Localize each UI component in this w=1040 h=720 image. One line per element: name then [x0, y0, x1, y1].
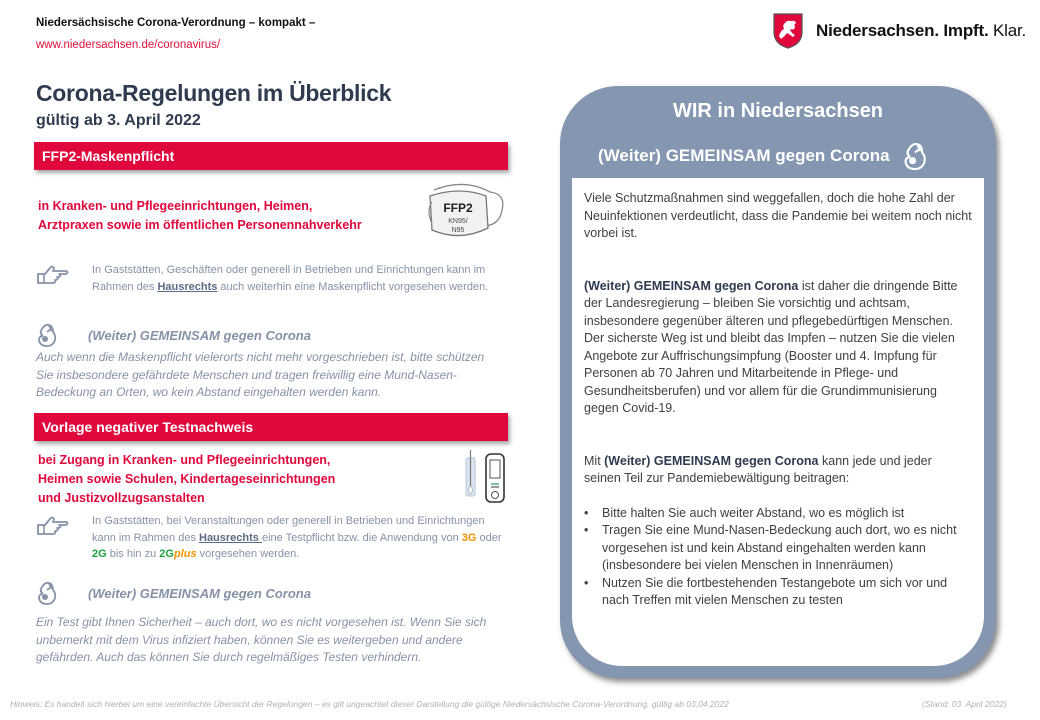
- note-text-part: bis hin zu: [106, 548, 160, 560]
- ffp2-requirement-line: Arztpraxen sowie im öffentlichen Personennahverkehr: [38, 218, 362, 232]
- panel-paragraph: [584, 278, 972, 331]
- together-heading-2: [36, 580, 311, 606]
- together-heading-1: [36, 322, 311, 348]
- rule-3g-label: 3G: [461, 531, 477, 544]
- ok-hand-icon: [902, 140, 928, 172]
- note-text-part: vorgesehen werden.: [196, 548, 300, 560]
- together-text-test: Ein Test gibt Ihnen Sicherheit – auch dort, wo es nicht vorgesehen ist. Wenn Sie sich unbemerkt mit dem Virus infiziert haben, können Sie es weitergeben und andere gefährden. Auch das können Sie durch regelmäßiges Testen verhindern.: [36, 615, 487, 664]
- footer-stand-date: (Stand: 03. April 2022): [922, 699, 1007, 709]
- ffp2-requirement-text: [38, 197, 362, 235]
- section-header-ffp2: FFP2-Maskenpflicht: [34, 142, 508, 170]
- recommendation-list: [584, 505, 972, 610]
- panel-emphasis: (Weiter) GEMEINSAM gegen Corona: [584, 278, 799, 293]
- niedersachsen-logo[interactable]: [772, 12, 1026, 50]
- document-heading: Niedersächsische Corona-Verordnung – kompakt –: [36, 17, 316, 29]
- footer-disclaimer: Hinweis: Es handelt sich hierbei um eine vereinfachte Übersicht der Regelungen – es gilt ungeachtet dieser Darstellung die gültige Niedersächsische Corona-Verordnung, gültig ab 03.04.2022: [10, 699, 729, 709]
- pointing-hand-icon: [36, 262, 72, 288]
- ok-hand-icon: [36, 580, 58, 606]
- panel-subtitle: [598, 140, 928, 172]
- pointing-hand-icon: [36, 513, 72, 539]
- page-title: Corona-Regelungen im Überblick: [36, 80, 392, 106]
- logo-word-klar: Klar.: [993, 21, 1027, 40]
- logo-word-impft: Impft.: [943, 21, 989, 40]
- test-requirement-text: [38, 451, 335, 508]
- panel-body: [572, 178, 984, 666]
- panel-paragraph: [584, 453, 972, 488]
- coronavirus-url-link[interactable]: www.niedersachsen.de/coronavirus/: [36, 39, 221, 51]
- note-text-part: eine Testpflicht bzw. die Anwendung von: [261, 531, 462, 544]
- test-requirement-line: bei Zugang in Kranken- und Pflegeeinrichtungen,: [38, 453, 331, 467]
- together-title: (Weiter) GEMEINSAM gegen Corona: [88, 585, 311, 601]
- note-text-part: oder: [476, 531, 502, 544]
- ffp2-house-rules-note: [36, 262, 489, 293]
- together-text-mask: Auch wenn die Maskenpflicht vielerorts nicht mehr vorgeschrieben ist, bitte schützen Sie insbesondere gefährdete Menschen und tragen freiwillig eine Mund-Nasen-Bedeckung an Orten, wo kein Abstand eingehalten werden kann.: [36, 350, 485, 399]
- mask-label-kn95: KN95/: [448, 218, 468, 225]
- note-text-part: auch weiterhin eine Maskenpflicht vorgesehen werden.: [217, 280, 489, 293]
- mask-label-ffp2: FFP2: [443, 201, 473, 215]
- rapid-test-kit-icon: [462, 450, 512, 506]
- together-title: (Weiter) GEMEINSAM gegen Corona: [88, 327, 311, 343]
- note-text-part: In Gaststätten, bei Veranstaltungen oder generell in Betrieben und Einrichtungen kann im Rahmen des: [92, 515, 485, 544]
- panel-title: WIR in Niedersachsen: [672, 100, 884, 122]
- panel-paragraph: Der sicherste Weg ist und bleibt das Impfen – nutzen Sie die vielen Angebote zur Auffrischungsimpfung (Booster und 4. Impfung für Personen ab 70 Jahren und Mitarbeitende in Pflege- und Gesundheitsberufen) und vor allem für die Grundimmunisierung gegen Covid-19.: [584, 331, 955, 415]
- logo-word-niedersachsen: Niedersachsen.: [816, 21, 939, 40]
- list-item: • Nutzen Sie die fortbestehenden Testangebote um sich vor und nach Treffen mit vielen Menschen zu testen: [584, 575, 972, 610]
- section-header-test: Vorlage negativer Testnachweis: [34, 413, 508, 441]
- rule-2gplus-suffix: plus: [173, 548, 197, 560]
- panel-paragraph-text: ist daher die dringende Bitte der Landesregierung – bleiben Sie vorsichtig und achtsam, insbesondere gegenüber älteren und pflegebedürftigen Menschen.: [584, 278, 958, 328]
- test-note-text: [92, 513, 502, 563]
- test-requirement-line: Heimen sowie Schulen, Kindertageseinrichtungen: [38, 472, 336, 486]
- rule-2g-label: 2G: [92, 548, 107, 560]
- panel-subtitle-text: (Weiter) GEMEINSAM gegen Corona: [598, 146, 890, 165]
- rule-2gplus-label: 2G: [159, 548, 174, 560]
- panel-paragraph: Viele Schutzmaßnahmen sind weggefallen, doch die hohe Zahl der Neuinfektionen verdeutlicht, dass die Pandemie bei weitem noch nicht vorbei ist.: [584, 191, 972, 240]
- hausrecht-term: Hausrechts: [157, 280, 218, 293]
- logo-slogan: [816, 21, 1026, 41]
- test-house-rules-note: [36, 513, 502, 560]
- test-requirement-line: und Justizvollzugsanstalten: [38, 491, 205, 505]
- note-text-part: In Gaststätten, Geschäften oder generell in Betrieben und Einrichtungen kann im Rahmen des: [92, 264, 486, 293]
- list-item: • Tragen Sie eine Mund-Nasen-Bedeckung auch dort, wo es nicht vorgesehen ist und kein Abstand eingehalten werden kann (insbesondere bei vielen Menschen in Innenräumen): [584, 522, 972, 575]
- hausrecht-term: Hausrechts: [199, 531, 262, 544]
- ok-hand-icon: [36, 322, 58, 348]
- ffp2-requirement-line: in Kranken- und Pflegeeinrichtungen, Heimen,: [38, 199, 313, 213]
- panel-paragraph-text: Mit: [584, 453, 605, 468]
- lower-saxony-horse-crest-icon: [772, 12, 804, 50]
- panel-paragraph-text: kann jede und jeder seinen Teil zur Pandemiebewältigung beitragen:: [584, 453, 932, 485]
- wir-in-niedersachsen-panel: [560, 86, 996, 678]
- page-subtitle: gültig ab 3. April 2022: [36, 112, 201, 129]
- mask-label-n95: N95: [451, 227, 465, 234]
- list-item: • Bitte halten Sie auch weiter Abstand, wo es möglich ist: [584, 505, 972, 523]
- ffp2-mask-icon: [424, 180, 506, 242]
- panel-emphasis: (Weiter) GEMEINSAM gegen Corona: [604, 453, 819, 468]
- ffp2-note-text: [92, 262, 502, 295]
